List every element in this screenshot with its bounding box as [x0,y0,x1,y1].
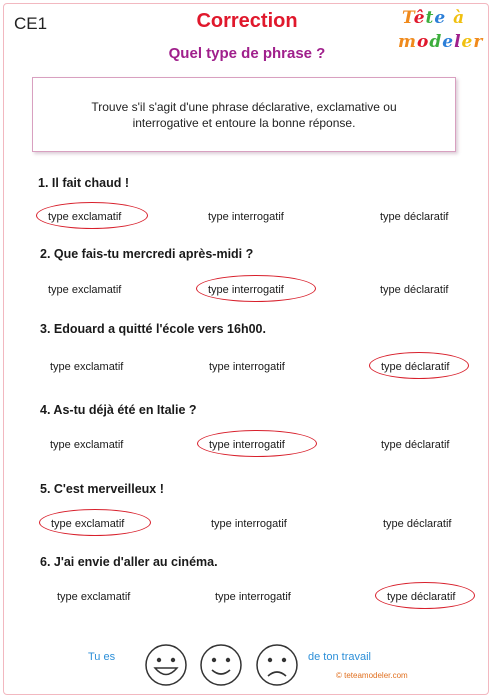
footer-right-text: de ton travail [308,651,371,663]
question-6: 6. J'ai envie d'aller au cinéma. [40,555,218,569]
answer-option[interactable]: type déclaratif [387,591,456,603]
instruction-box [32,77,456,152]
footer-credit: © teteamodeler.com [336,671,408,680]
answer-option[interactable]: type interrogatif [208,284,284,296]
correct-answer-circle [36,202,148,229]
sad-face-icon[interactable] [255,643,299,687]
correct-answer-circle [39,509,151,536]
answer-option[interactable]: type interrogatif [208,211,284,223]
happy-face-icon[interactable] [144,643,188,687]
footer-left-text: Tu es [88,651,116,663]
logo-top-text: Tête à [402,8,466,28]
answer-option[interactable]: type exclamatif [48,211,122,223]
answer-option[interactable]: type interrogatif [209,361,285,373]
brand-logo [396,6,488,58]
answer-option[interactable]: type déclaratif [380,211,449,223]
correct-answer-circle [369,352,469,379]
smiling-face-icon[interactable] [199,643,243,687]
answer-option[interactable]: type interrogatif [215,591,291,603]
answer-option[interactable]: type exclamatif [57,591,131,603]
answer-option[interactable]: type exclamatif [51,518,125,530]
answer-option[interactable]: type exclamatif [50,439,124,451]
correct-answer-circle [375,582,475,609]
answer-option[interactable]: type déclaratif [383,518,452,530]
question-3: 3. Edouard a quitté l'école vers 16h00. [40,322,266,336]
answer-option[interactable]: type interrogatif [211,518,287,530]
answer-option[interactable]: type exclamatif [48,284,122,296]
correct-answer-circle [197,430,317,457]
answer-option[interactable]: type déclaratif [381,439,450,451]
page-title: Correction [196,10,298,32]
question-1: 1. Il fait chaud ! [38,176,129,190]
page-subtitle: Quel type de phrase ? [168,45,326,62]
answer-option[interactable]: type exclamatif [50,361,124,373]
grade-level: CE1 [14,14,48,33]
answer-option[interactable]: type déclaratif [381,361,450,373]
logo-bottom-text: modeler [398,32,484,52]
question-2: 2. Que fais-tu mercredi après-midi ? [40,247,254,261]
question-4: 4. As-tu déjà été en Italie ? [40,403,197,417]
correct-answer-circle [196,275,316,302]
answer-option[interactable]: type déclaratif [380,284,449,296]
instruction-text: Trouve s'il s'agit d'une phrase déclarative, exclamative ou interrogative et entoure la bonne réponse. [91,99,397,130]
question-5: 5. C'est merveilleux ! [40,482,164,496]
answer-option[interactable]: type interrogatif [209,439,285,451]
